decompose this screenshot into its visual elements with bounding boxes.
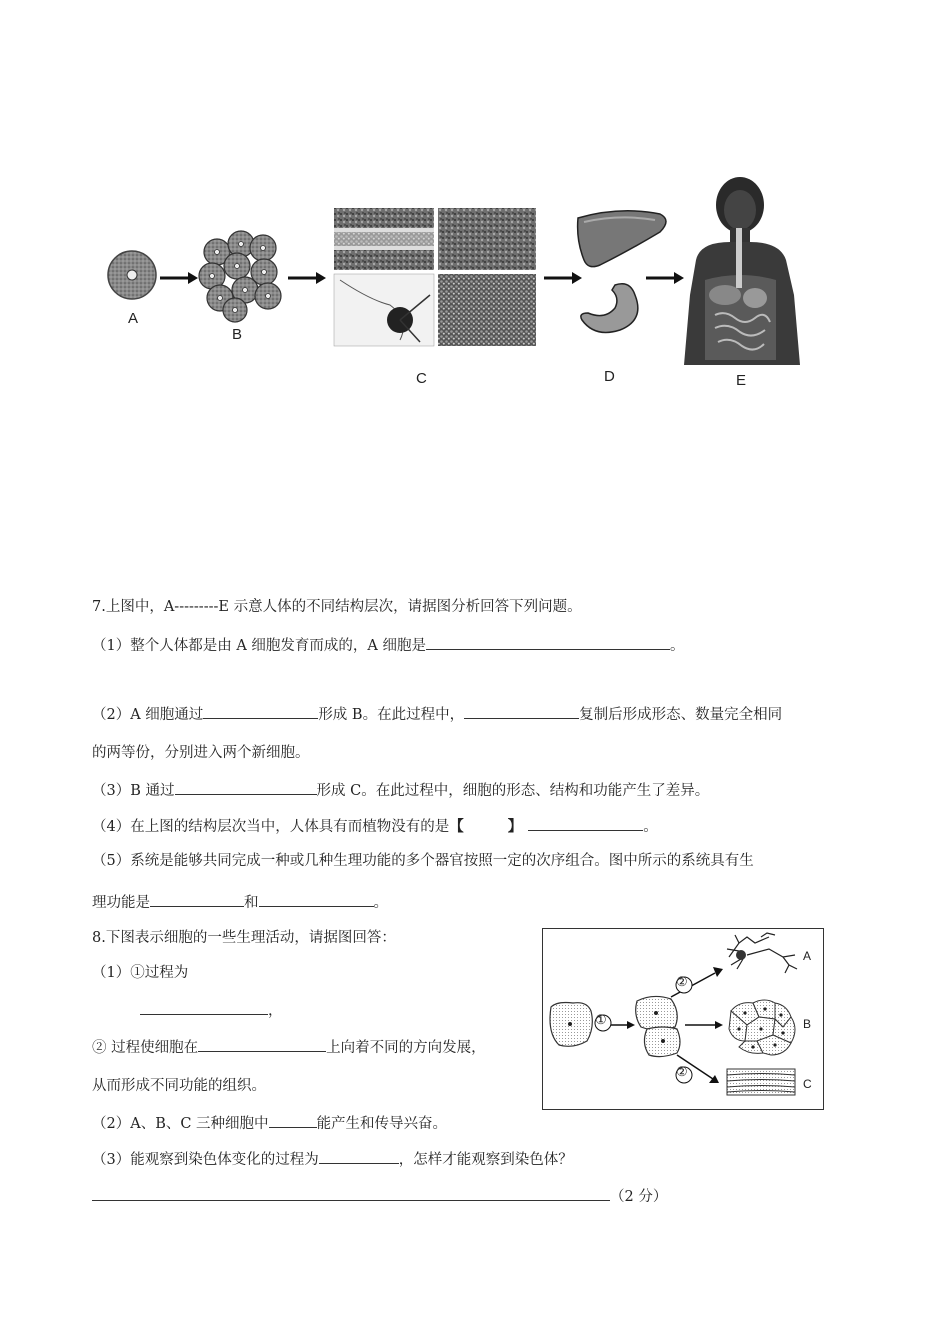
arrow-icon <box>544 272 582 284</box>
label-circle-1: ① <box>595 1013 607 1028</box>
figure-label-a: A <box>128 310 139 327</box>
q8-p3-text-b: ，怎样才能观察到染色体？ <box>398 1152 573 1168</box>
q8-p1-text-d: 从而形成不同功能的组织。 <box>92 1078 266 1094</box>
q7-p5-text: （5）系统是能够共同完成一种或几种生理功能的多个器官按照一定的次序组合。图中所示的系统具有生 <box>92 853 754 869</box>
q8-stem <box>92 928 396 948</box>
q7-part5-cont <box>92 891 388 913</box>
q7-p5-end: 。 <box>373 895 388 911</box>
figure-structure-levels <box>100 170 820 400</box>
figure-label-b: B <box>803 1017 812 1031</box>
q7-p1-text: （1）整个人体都是由 A 细胞发育而成的，A 细胞是 <box>92 638 426 654</box>
figure-label-d: D <box>604 368 615 385</box>
arrow-icon <box>646 272 684 284</box>
cell-cluster-b-image <box>199 231 281 322</box>
answer-blank[interactable] <box>269 1112 317 1128</box>
answer-blank[interactable] <box>203 703 318 719</box>
organs-d-image <box>578 211 666 333</box>
arrow-icon <box>288 272 326 284</box>
q7-p1-end: 。 <box>670 638 685 654</box>
answer-blank[interactable] <box>528 815 643 831</box>
q7-part2 <box>92 703 782 725</box>
structure-levels-diagram <box>100 170 820 400</box>
q7-p2-text-b: 形成 B。在此过程中， <box>318 707 465 723</box>
q8-p2-text-b: 能产生和传导兴奋。 <box>316 1116 448 1132</box>
answer-blank[interactable] <box>150 891 244 907</box>
q7-p3-text: （3）B 通过 <box>92 783 175 799</box>
q7-part4 <box>92 815 658 837</box>
q7-stem-text: 7.上图中，A---------E 示意人体的不同结构层次，请据图分析回答下列问题。 <box>92 599 582 615</box>
q7-p5-text-b: 理功能是 <box>92 895 150 911</box>
figure-cell-activities <box>542 928 824 1110</box>
q7-p4-text: （4）在上图的结构层次当中，人体具有而植物没有的是 <box>92 819 450 835</box>
cell-activities-diagram <box>543 929 823 1109</box>
label-circle-2a: ② <box>676 975 688 990</box>
q8-part3-answer <box>92 1185 667 1207</box>
q8-p1-comma: ， <box>268 1003 283 1019</box>
q7-p2-text-d: 的两等份，分别进入两个新细胞。 <box>92 745 310 761</box>
figure-label-b: B <box>232 326 243 343</box>
q8-p3-text: （3）能观察到染色体变化的过程为 <box>92 1152 319 1168</box>
q7-p3-text-b: 形成 C。在此过程中，细胞的形态、结构和功能产生了差异。 <box>316 783 710 799</box>
arrow-icon <box>160 272 198 284</box>
bracket-right: 】 <box>507 818 523 835</box>
q7-part5 <box>92 851 754 871</box>
q7-part3 <box>92 779 709 801</box>
q8-part1-b <box>92 1036 486 1058</box>
label-circle-2b: ② <box>676 1065 688 1080</box>
q8-score: （2 分） <box>610 1189 668 1205</box>
answer-blank[interactable] <box>426 634 670 650</box>
q7-p5-text-c: 和 <box>244 895 259 911</box>
q8-stem-text: 8.下图表示细胞的一些生理活动，请据图回答： <box>92 930 396 946</box>
answer-blank[interactable] <box>140 999 268 1015</box>
q7-part1 <box>92 634 685 656</box>
answer-blank[interactable] <box>175 779 317 795</box>
answer-blank[interactable] <box>198 1036 326 1052</box>
tissues-c-image <box>334 208 536 346</box>
q8-part1 <box>92 963 188 983</box>
q7-p2-text: （2）A 细胞通过 <box>92 707 204 723</box>
q8-p2-text: （2）A、B、C 三种细胞中 <box>92 1116 269 1132</box>
cell-a-image <box>108 251 156 299</box>
figure-label-e: E <box>736 372 747 389</box>
figure-label-a: A <box>803 949 812 963</box>
answer-blank[interactable] <box>464 703 579 719</box>
q8-part1-d <box>92 1076 266 1096</box>
q7-stem <box>92 597 582 617</box>
q8-part1-blank <box>140 999 283 1021</box>
q8-p1-text-c: 上向着不同的方向发展， <box>326 1040 486 1056</box>
answer-blank[interactable] <box>319 1148 399 1164</box>
q7-part2-cont <box>92 743 310 763</box>
muscle-tissue-image <box>727 1069 795 1095</box>
q8-p1-text-b: ② 过程使细胞在 <box>92 1040 199 1056</box>
q7-p4-end: 。 <box>643 819 658 835</box>
bracket-left: 【 <box>449 818 464 835</box>
human-body-e-image <box>684 177 800 365</box>
q7-p2-text-c: 复制后形成形态、数量完全相同 <box>579 707 783 723</box>
q8-part2 <box>92 1112 447 1134</box>
answer-line[interactable] <box>92 1185 610 1201</box>
figure-label-c: C <box>416 370 427 387</box>
q8-p1-text: （1）①过程为 <box>92 965 189 981</box>
q8-part3 <box>92 1148 573 1170</box>
figure-label-c: C <box>803 1077 812 1091</box>
answer-blank[interactable] <box>259 891 374 907</box>
